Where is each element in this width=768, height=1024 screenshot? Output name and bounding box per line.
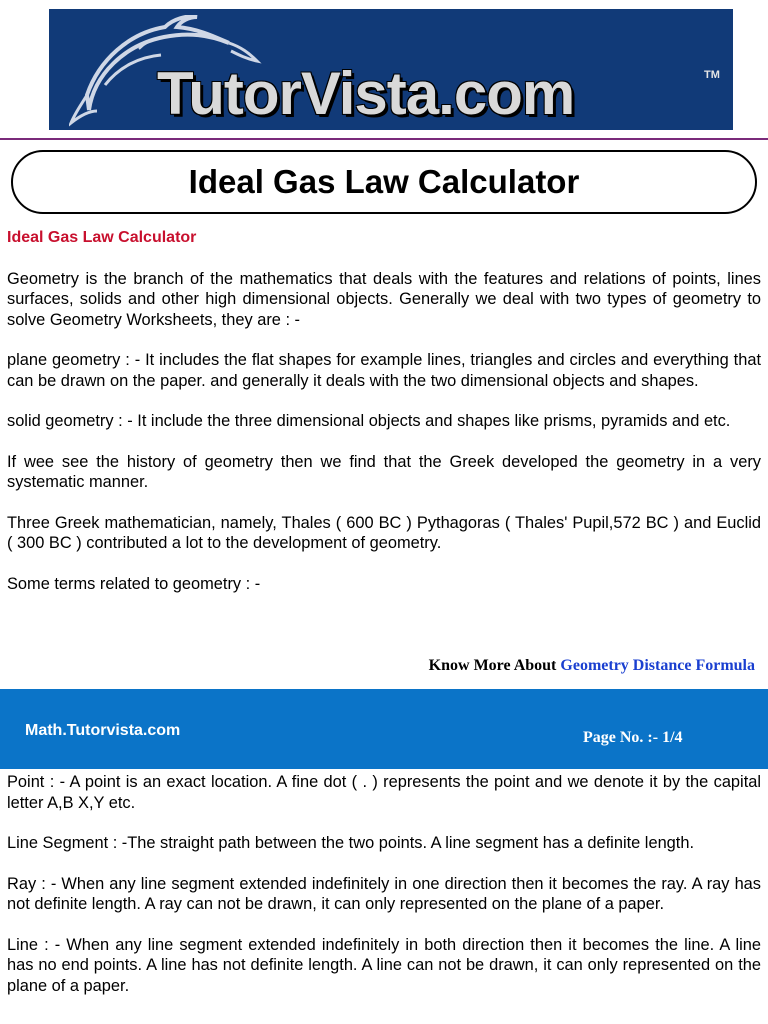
paragraph: Point : - A point is an exact location. A fine dot ( . ) represents the point and we denote it by the capital letter A,B X,Y etc. [7,773,761,812]
intro-section [7,228,761,614]
paragraph: plane geometry : - It includes the flat shapes for example lines, triangles and circles and everything that can be drawn on the paper. and generally it deals with the two dimensional objects and shapes. [7,351,761,390]
paragraph: Line : - When any line segment extended indefinitely in both direction then it becomes the line. A line has no end points. A line has not definite length. A line can not be drawn, it can only represented on the plane of a paper. [7,935,761,995]
paragraph: If wee see the history of geometry then we find that the Greek developed the geometry in a very systematic manner. [7,452,761,491]
section-subheading: Ideal Gas Law Calculator [7,229,197,246]
know-more-line [429,657,755,675]
trademark-mark: TM [704,69,720,81]
page-number: Page No. :- 1/4 [583,729,683,746]
know-more-prefix: Know More About [428,657,557,674]
site-name: Math.Tutorvista.com [25,722,181,739]
header-banner [49,9,733,130]
brand-wordmark: TutorVista.com [157,60,575,127]
page-footer-bar [0,689,768,769]
divider-line [0,138,768,140]
page-title: Ideal Gas Law Calculator [11,150,757,214]
paragraph: Geometry is the branch of the mathematics that deals with the features and relations of points, lines surfaces, solids and other high dimensional objects. Generally we deal with two types of geometry to solve Geometry Worksheets, they are : - [7,269,761,329]
paragraph: solid geometry : - It include the three dimensional objects and shapes like prisms, pyramids and etc. [7,412,731,430]
terms-section [7,772,761,1016]
paragraph: Ray : - When any line segment extended indefinitely in one direction then it becomes the ray. A ray has not definite length. A ray can not be drawn, it can only represented on the plane of a paper. [7,874,761,913]
paragraph: Some terms related to geometry : - [7,574,261,593]
paragraph: Line Segment : -The straight path between the two points. A line segment has a definite length. [7,834,695,852]
geometry-distance-formula-link[interactable]: Geometry Distance Formula [560,657,755,674]
paragraph: Three Greek mathematician, namely, Thales ( 600 BC ) Pythagoras ( Thales' Pupil,572 BC ) and Euclid ( 300 BC ) contributed a lot to the development of geometry. [7,513,761,552]
